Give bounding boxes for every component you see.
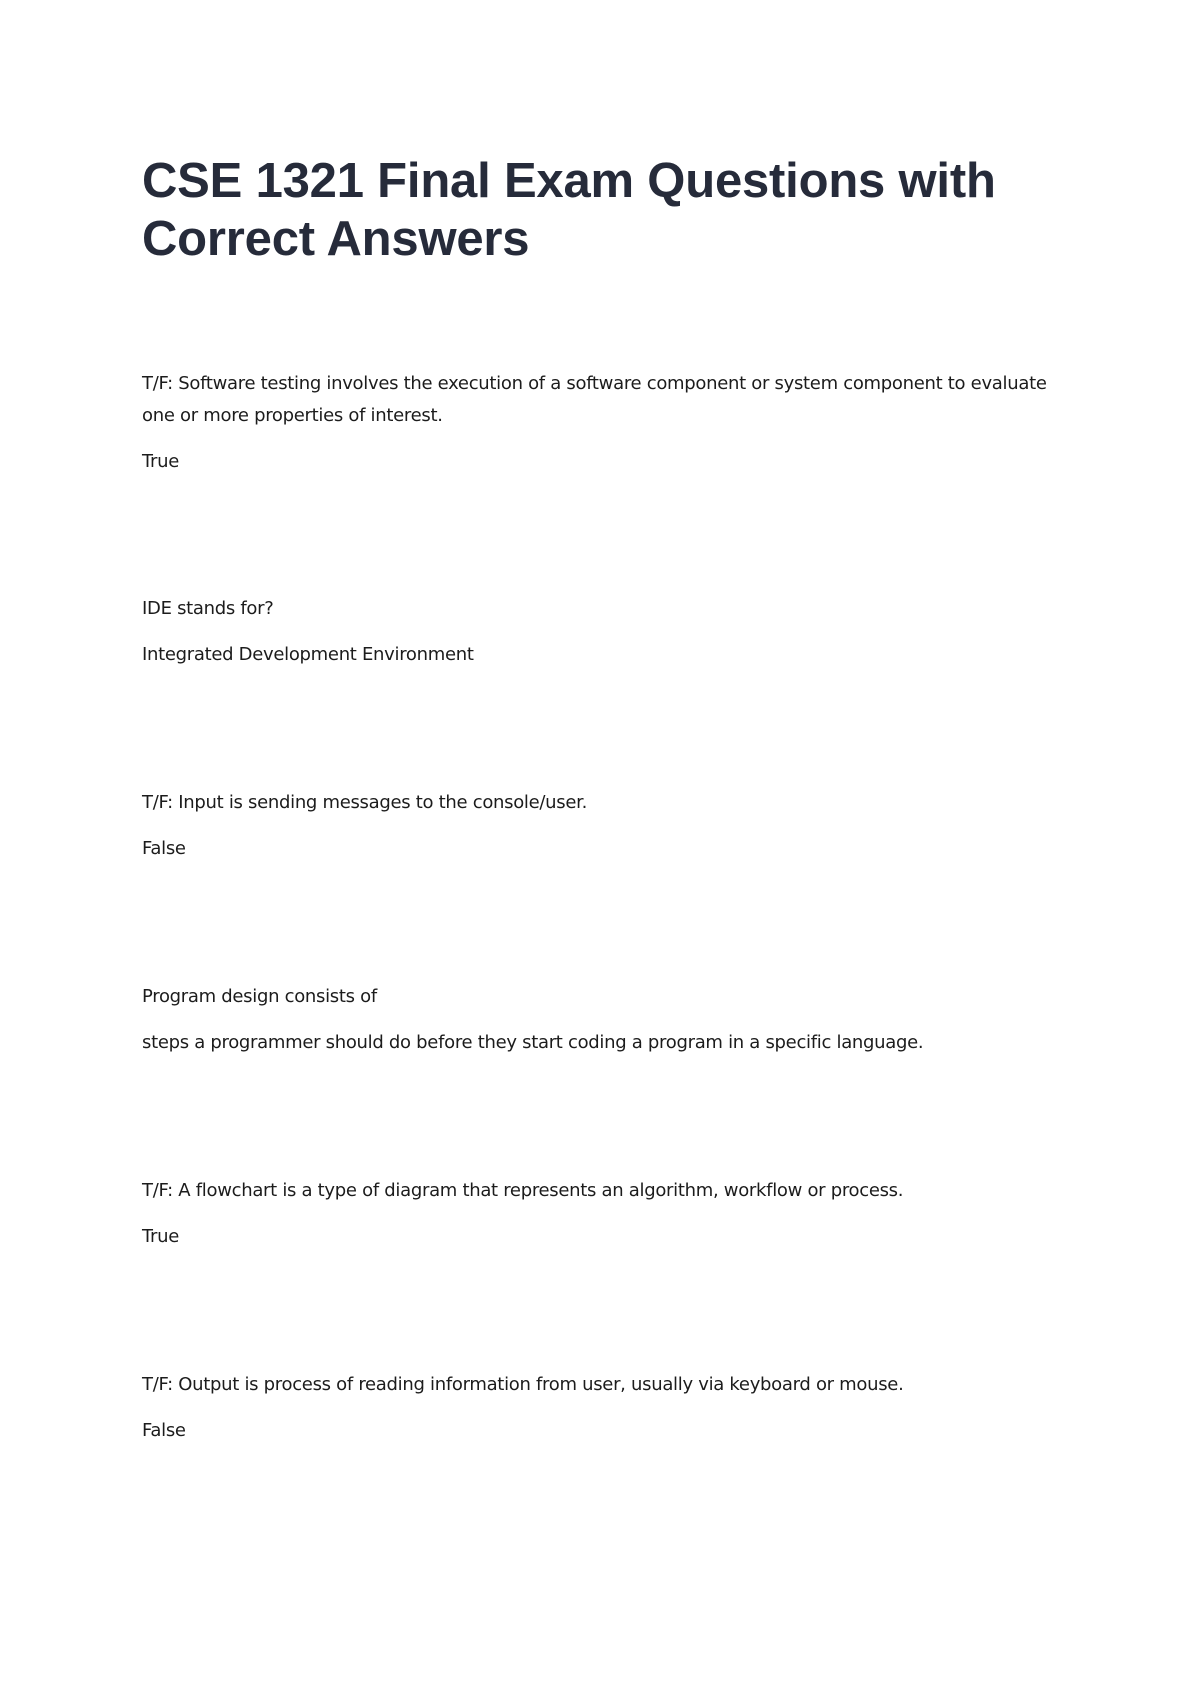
qa-item <box>142 1369 1082 1447</box>
question-text: T/F: Input is sending messages to the console/user. <box>142 792 588 813</box>
answer-text: True <box>142 451 180 472</box>
qa-item <box>142 368 1082 478</box>
question-text: T/F: A flowchart is a type of diagram that represents an algorithm, workflow or process. <box>142 1180 904 1201</box>
answer-text: steps a programmer should do before they start coding a program in a specific language. <box>142 1032 924 1053</box>
answer-text: True <box>142 1226 180 1247</box>
qa-item <box>142 981 1082 1059</box>
question-text: T/F: Output is process of reading information from user, usually via keyboard or mouse. <box>142 1374 904 1395</box>
answer-text: Integrated Development Environment <box>142 644 474 665</box>
document-title: CSE 1321 Final Exam Questions with Correct Answers <box>142 154 996 266</box>
question-text: IDE stands for? <box>142 598 274 619</box>
question-text: T/F: Software testing involves the execution of a software component or system component to evaluate one or more properties of interest. <box>142 373 1047 426</box>
qa-item <box>142 593 1082 671</box>
answer-text: False <box>142 838 186 859</box>
qa-item <box>142 1175 1082 1253</box>
answer-text: False <box>142 1420 186 1441</box>
question-text: Program design consists of <box>142 986 377 1007</box>
qa-item <box>142 787 1082 865</box>
